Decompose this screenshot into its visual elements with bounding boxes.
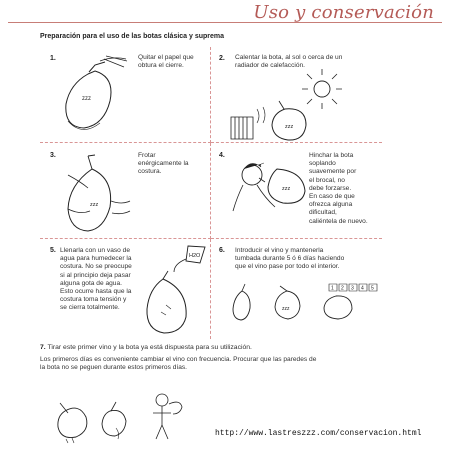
step-6 xyxy=(211,239,382,339)
day-label-5: 5 xyxy=(371,285,374,292)
hands-rubbing-bag-illustration xyxy=(48,151,148,241)
bag-brand-text: zzz xyxy=(285,124,294,130)
day-label-4: 4 xyxy=(361,285,364,292)
bag-brand-text: zzz xyxy=(82,96,91,102)
step-2-text: Calentar la bota, al sol o cerca de un radiador de calefacción. xyxy=(235,54,343,70)
step-7-number: 7. xyxy=(40,344,46,351)
step-3-text: Frotar enérgicamente la costura. xyxy=(138,152,189,176)
step-2-number: 2. xyxy=(219,55,225,62)
step-4-text: Hinchar la bota soplando suavemente por el brocal, no debe forzarse. En caso de que ofrezca alguna dificultad, caliéntela de nuevo. xyxy=(309,152,368,225)
step-4-number: 4. xyxy=(219,152,225,159)
emptying-bag-illustration xyxy=(50,383,200,443)
step-4 xyxy=(211,143,382,239)
source-url: http://www.lastreszzz.com/conservacion.html xyxy=(215,429,422,438)
page-title: Uso y conservación xyxy=(253,2,434,23)
wine-bag-illustration xyxy=(48,51,148,141)
step-5-number: 5. xyxy=(50,247,56,254)
section-subtitle: Preparación para el uso de las botas clásica y suprema xyxy=(40,33,225,40)
step-3-number: 3. xyxy=(50,152,56,159)
bag-brand-text: zzz xyxy=(90,202,99,208)
step-2 xyxy=(211,47,382,143)
bag-brand-text: zzz xyxy=(282,306,290,312)
steps-grid xyxy=(40,47,382,335)
step-7 xyxy=(40,344,252,351)
glass-label-text: H2O xyxy=(189,253,201,259)
day-label-3: 3 xyxy=(351,285,354,292)
step-1-number: 1. xyxy=(50,55,56,62)
step-5-text: Llenarla con un vaso de agua para humedecer la costura. No se preocupe si al principio deja pasar alguna gota de agua. Esto ocurre hasta que la costura toma tensión y se cierra totalmente. xyxy=(60,247,132,312)
step-7-text: Tirar este primer vino y la bota ya está dispuesta para su utilización. xyxy=(47,344,252,351)
bags-resting-illustration xyxy=(211,239,381,334)
sun-and-radiator-illustration xyxy=(211,61,381,141)
header-divider xyxy=(8,22,442,23)
step-3 xyxy=(40,143,211,239)
person-inflating-bag-illustration xyxy=(219,149,319,239)
step-1-text: Quitar el papel que obtura el cierre. xyxy=(138,54,194,70)
day-label-1: 1 xyxy=(331,285,334,292)
care-note: Los primeros días es conveniente cambiar el vino con frecuencia. Procurar que las paredes de la bota no se peguen durante estos primeros días. xyxy=(40,356,317,372)
bag-brand-text: zzz xyxy=(282,186,291,192)
filling-bag-with-water-illustration xyxy=(40,239,210,334)
step-1 xyxy=(40,47,211,143)
step-6-text: Introducir el vino y mantenerla tumbada durante 5 ó 6 días haciendo que el vino pase por todo el interior. xyxy=(235,247,345,271)
step-5 xyxy=(40,239,211,339)
day-label-2: 2 xyxy=(341,285,344,292)
step-6-number: 6. xyxy=(219,247,225,254)
